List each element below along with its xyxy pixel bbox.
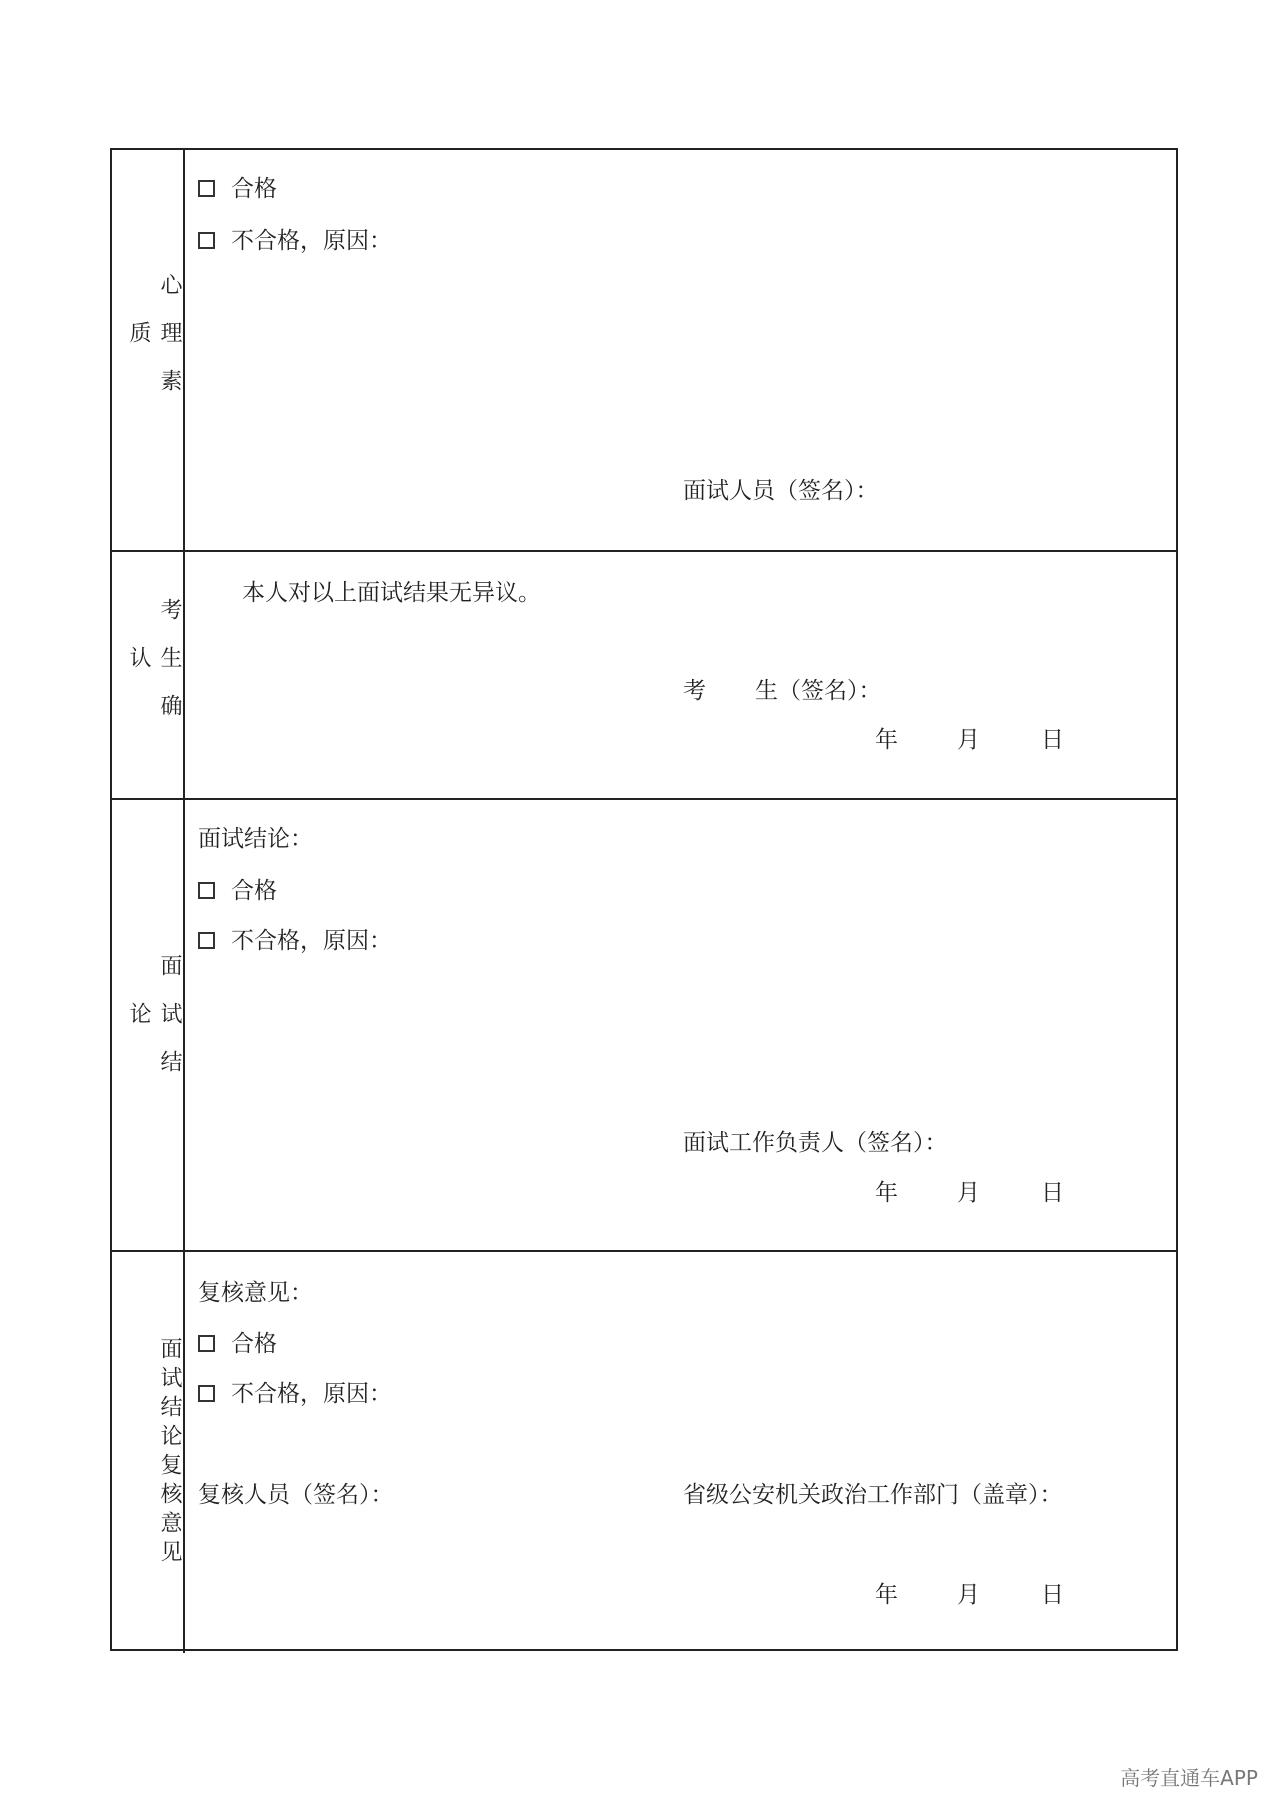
candidate-signature-b: 生（签名）： (755, 678, 882, 704)
signature-lead: 面试工作负责人（签名）： (683, 1130, 948, 1156)
row-label-review: 面试结论复核意见 (157, 1337, 182, 1569)
watermark: 高考直通车APP (1120, 1766, 1258, 1790)
label-cell (112, 1252, 185, 1653)
form-table (110, 148, 1178, 1651)
option-fail-label: 不合格，原因： (231, 228, 392, 254)
row-label-conclusion: 面试结论 (126, 954, 182, 1098)
row-label-psych: 心理素质 (126, 273, 182, 417)
option-fail[interactable] (198, 230, 392, 253)
date-day: 日 (1041, 727, 1064, 753)
signature-reviewer: 复核人员（签名）： (198, 1482, 394, 1508)
checkbox-icon[interactable] (198, 932, 215, 949)
option-pass-label: 合格 (231, 176, 277, 202)
row-review (112, 1250, 1176, 1653)
option-fail-label: 不合格，原因： (231, 1381, 392, 1407)
department-seal: 省级公安机关政治工作部门（盖章）： (683, 1482, 1063, 1508)
row-psych (112, 150, 1176, 550)
checkbox-icon[interactable] (198, 180, 215, 197)
option-pass[interactable] (198, 880, 277, 903)
date-month: 月 (957, 727, 980, 753)
row-candidate (112, 550, 1176, 798)
date-year: 年 (875, 727, 898, 753)
date-month: 月 (957, 1180, 980, 1206)
option-pass[interactable] (198, 178, 277, 201)
date-year: 年 (875, 1180, 898, 1206)
date-year: 年 (875, 1582, 898, 1608)
checkbox-icon[interactable] (198, 882, 215, 899)
option-pass-label: 合格 (231, 1331, 277, 1357)
checkbox-icon[interactable] (198, 232, 215, 249)
option-fail[interactable] (198, 930, 392, 953)
review-heading: 复核意见： (198, 1280, 313, 1306)
option-fail[interactable] (198, 1383, 392, 1406)
checkbox-icon[interactable] (198, 1335, 215, 1352)
date-day: 日 (1041, 1582, 1064, 1608)
label-cell (112, 552, 185, 798)
signature-interviewer: 面试人员（签名）： (683, 478, 879, 504)
label-cell (112, 150, 185, 550)
option-pass-label: 合格 (231, 878, 277, 904)
date-day: 日 (1041, 1180, 1064, 1206)
candidate-statement: 本人对以上面试结果无异议。 (242, 580, 541, 606)
option-fail-label: 不合格，原因： (231, 928, 392, 954)
label-cell (112, 800, 185, 1250)
checkbox-icon[interactable] (198, 1385, 215, 1402)
date-month: 月 (957, 1582, 980, 1608)
option-pass[interactable] (198, 1333, 277, 1356)
conclusion-heading: 面试结论： (198, 826, 313, 852)
row-conclusion (112, 798, 1176, 1250)
row-label-candidate: 考生确认 (126, 598, 182, 742)
candidate-signature-a: 考 (683, 678, 706, 704)
